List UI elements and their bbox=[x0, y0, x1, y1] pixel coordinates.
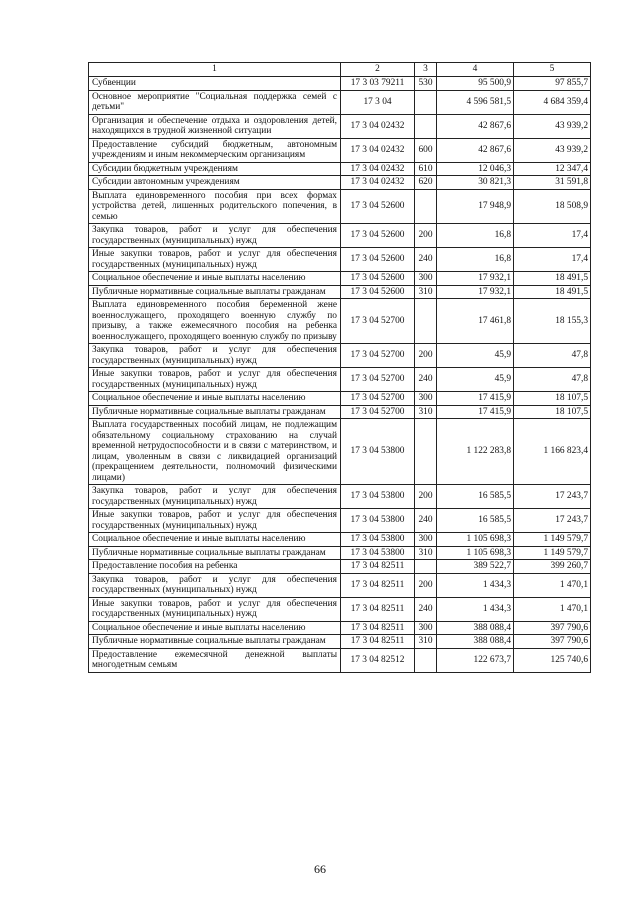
row-name-cell: Закупка товаров, работ и услуг для обеспечения государственных (муниципальных) нужд bbox=[89, 224, 341, 248]
row-value-2023-cell: 1 149 579,7 bbox=[514, 546, 591, 560]
table-row bbox=[89, 368, 591, 392]
row-value-2022-cell: 388 088,4 bbox=[437, 635, 514, 649]
header-row bbox=[89, 63, 591, 77]
row-code-cell: 17 3 04 52700 bbox=[341, 344, 415, 368]
row-code-cell: 17 3 04 52600 bbox=[341, 272, 415, 286]
row-value-2023-cell: 17,4 bbox=[514, 224, 591, 248]
row-value-2022-cell: 1 434,3 bbox=[437, 573, 514, 597]
table-row bbox=[89, 90, 591, 114]
row-code-cell: 17 3 04 52700 bbox=[341, 299, 415, 344]
row-kvr-cell bbox=[415, 419, 437, 485]
row-value-2022-cell: 16 585,5 bbox=[437, 485, 514, 509]
row-value-2022-cell: 16,8 bbox=[437, 224, 514, 248]
table-row bbox=[89, 299, 591, 344]
row-name-cell: Закупка товаров, работ и услуг для обеспечения государственных (муниципальных) нужд bbox=[89, 344, 341, 368]
row-code-cell: 17 3 04 52700 bbox=[341, 368, 415, 392]
table-row bbox=[89, 162, 591, 176]
row-kvr-cell: 310 bbox=[415, 546, 437, 560]
table-row bbox=[89, 560, 591, 574]
table-row bbox=[89, 419, 591, 485]
row-kvr-cell bbox=[415, 299, 437, 344]
row-value-2023-cell: 1 166 823,4 bbox=[514, 419, 591, 485]
row-kvr-cell bbox=[415, 189, 437, 224]
row-code-cell: 17 3 04 53800 bbox=[341, 533, 415, 547]
table-row bbox=[89, 509, 591, 533]
row-name-cell: Организация и обеспечение отдыха и оздоровления детей, находящихся в трудной жизненной ситуации bbox=[89, 114, 341, 138]
row-code-cell: 17 3 04 53800 bbox=[341, 546, 415, 560]
row-name-cell: Предоставление ежемесячной денежной выплаты многодетным семьям bbox=[89, 648, 341, 672]
row-name-cell: Иные закупки товаров, работ и услуг для обеспечения государственных (муниципальных) нужд bbox=[89, 509, 341, 533]
row-value-2023-cell: 397 790,6 bbox=[514, 635, 591, 649]
row-value-2023-cell: 18 107,5 bbox=[514, 392, 591, 406]
row-kvr-cell: 300 bbox=[415, 533, 437, 547]
row-name-cell: Иные закупки товаров, работ и услуг для обеспечения государственных (муниципальных) нужд bbox=[89, 368, 341, 392]
table-row bbox=[89, 621, 591, 635]
row-value-2023-cell: 1 470,1 bbox=[514, 597, 591, 621]
table-row bbox=[89, 546, 591, 560]
row-kvr-cell: 240 bbox=[415, 248, 437, 272]
row-kvr-cell: 620 bbox=[415, 176, 437, 190]
table-row bbox=[89, 176, 591, 190]
row-kvr-cell: 310 bbox=[415, 285, 437, 299]
row-kvr-cell bbox=[415, 114, 437, 138]
table-row bbox=[89, 189, 591, 224]
header-col-4: 4 bbox=[437, 63, 514, 77]
row-value-2023-cell: 17,4 bbox=[514, 248, 591, 272]
row-code-cell: 17 3 04 52700 bbox=[341, 405, 415, 419]
table-row bbox=[89, 405, 591, 419]
row-value-2022-cell: 45,9 bbox=[437, 368, 514, 392]
row-value-2023-cell: 17 243,7 bbox=[514, 485, 591, 509]
row-value-2022-cell: 42 867,6 bbox=[437, 114, 514, 138]
row-name-cell: Субвенции bbox=[89, 77, 341, 91]
row-code-cell: 17 3 04 82511 bbox=[341, 597, 415, 621]
row-code-cell: 17 3 04 82511 bbox=[341, 560, 415, 574]
row-value-2022-cell: 122 673,7 bbox=[437, 648, 514, 672]
row-code-cell: 17 3 04 02432 bbox=[341, 138, 415, 162]
row-value-2022-cell: 1 434,3 bbox=[437, 597, 514, 621]
row-code-cell: 17 3 04 02432 bbox=[341, 162, 415, 176]
row-value-2022-cell: 17 932,1 bbox=[437, 285, 514, 299]
table-row bbox=[89, 344, 591, 368]
row-name-cell: Основное мероприятие "Социальная поддержка семей с детьми" bbox=[89, 90, 341, 114]
row-kvr-cell bbox=[415, 648, 437, 672]
row-value-2023-cell: 43 939,2 bbox=[514, 138, 591, 162]
row-kvr-cell: 310 bbox=[415, 405, 437, 419]
row-name-cell: Публичные нормативные социальные выплаты гражданам bbox=[89, 546, 341, 560]
row-value-2023-cell: 43 939,2 bbox=[514, 114, 591, 138]
row-kvr-cell: 600 bbox=[415, 138, 437, 162]
row-kvr-cell: 530 bbox=[415, 77, 437, 91]
row-code-cell: 17 3 04 52600 bbox=[341, 285, 415, 299]
table-row bbox=[89, 285, 591, 299]
row-kvr-cell bbox=[415, 90, 437, 114]
row-value-2022-cell: 30 821,3 bbox=[437, 176, 514, 190]
row-code-cell: 17 3 04 82511 bbox=[341, 635, 415, 649]
table-row bbox=[89, 272, 591, 286]
row-kvr-cell: 300 bbox=[415, 272, 437, 286]
header-col-3: 3 bbox=[415, 63, 437, 77]
row-name-cell: Субсидии бюджетным учреждениям bbox=[89, 162, 341, 176]
row-code-cell: 17 3 04 53800 bbox=[341, 485, 415, 509]
row-value-2022-cell: 42 867,6 bbox=[437, 138, 514, 162]
row-kvr-cell: 240 bbox=[415, 597, 437, 621]
table-row bbox=[89, 573, 591, 597]
row-kvr-cell: 240 bbox=[415, 368, 437, 392]
row-value-2022-cell: 1 105 698,3 bbox=[437, 546, 514, 560]
row-name-cell: Выплата единовременного пособия беременной жене военнослужащего, проходящего военную службу по призыву, а также ежемесячного пособия на ребенка военнослужащего, проходящего военную службу по призыву bbox=[89, 299, 341, 344]
row-value-2023-cell: 12 347,4 bbox=[514, 162, 591, 176]
row-code-cell: 17 3 04 52700 bbox=[341, 392, 415, 406]
row-name-cell: Закупка товаров, работ и услуг для обеспечения государственных (муниципальных) нужд bbox=[89, 573, 341, 597]
row-code-cell: 17 3 04 53800 bbox=[341, 509, 415, 533]
row-kvr-cell: 200 bbox=[415, 224, 437, 248]
row-value-2022-cell: 17 461,8 bbox=[437, 299, 514, 344]
budget-table bbox=[88, 62, 591, 673]
row-kvr-cell: 200 bbox=[415, 485, 437, 509]
row-name-cell: Публичные нормативные социальные выплаты гражданам bbox=[89, 635, 341, 649]
row-code-cell: 17 3 04 53800 bbox=[341, 419, 415, 485]
row-value-2022-cell: 12 046,3 bbox=[437, 162, 514, 176]
row-value-2023-cell: 18 107,5 bbox=[514, 405, 591, 419]
row-value-2023-cell: 125 740,6 bbox=[514, 648, 591, 672]
row-code-cell: 17 3 04 02432 bbox=[341, 176, 415, 190]
row-name-cell: Социальное обеспечение и иные выплаты населению bbox=[89, 533, 341, 547]
row-code-cell: 17 3 04 02432 bbox=[341, 114, 415, 138]
row-name-cell: Иные закупки товаров, работ и услуг для обеспечения государственных (муниципальных) нужд bbox=[89, 597, 341, 621]
table-body bbox=[89, 63, 591, 673]
row-value-2023-cell: 18 491,5 bbox=[514, 285, 591, 299]
table-row bbox=[89, 224, 591, 248]
table-row bbox=[89, 138, 591, 162]
row-value-2022-cell: 16 585,5 bbox=[437, 509, 514, 533]
row-name-cell: Социальное обеспечение и иные выплаты населению bbox=[89, 272, 341, 286]
row-value-2022-cell: 1 122 283,8 bbox=[437, 419, 514, 485]
row-kvr-cell bbox=[415, 560, 437, 574]
row-code-cell: 17 3 03 79211 bbox=[341, 77, 415, 91]
row-name-cell: Выплата единовременного пособия при всех формах устройства детей, лишенных родительского попечения, в семью bbox=[89, 189, 341, 224]
row-value-2022-cell: 16,8 bbox=[437, 248, 514, 272]
table-row bbox=[89, 248, 591, 272]
row-name-cell: Выплата государственных пособий лицам, не подлежащим обязательному социальному страхованию на случай временной нетрудоспособности и в связи с материнством, и лицам, уволенным в связи с ликвидацией организаций (прекращением деятельности, полномочий физическими лицами) bbox=[89, 419, 341, 485]
row-value-2022-cell: 17 415,9 bbox=[437, 405, 514, 419]
row-value-2022-cell: 45,9 bbox=[437, 344, 514, 368]
row-code-cell: 17 3 04 bbox=[341, 90, 415, 114]
row-value-2023-cell: 1 149 579,7 bbox=[514, 533, 591, 547]
table-row bbox=[89, 392, 591, 406]
row-value-2023-cell: 1 470,1 bbox=[514, 573, 591, 597]
row-value-2023-cell: 397 790,6 bbox=[514, 621, 591, 635]
row-kvr-cell: 200 bbox=[415, 344, 437, 368]
table-row bbox=[89, 533, 591, 547]
table-row bbox=[89, 635, 591, 649]
header-col-1: 1 bbox=[89, 63, 341, 77]
row-value-2023-cell: 18 508,9 bbox=[514, 189, 591, 224]
row-name-cell: Закупка товаров, работ и услуг для обеспечения государственных (муниципальных) нужд bbox=[89, 485, 341, 509]
row-value-2023-cell: 399 260,7 bbox=[514, 560, 591, 574]
row-value-2023-cell: 18 155,3 bbox=[514, 299, 591, 344]
row-name-cell: Социальное обеспечение и иные выплаты населению bbox=[89, 392, 341, 406]
row-value-2023-cell: 18 491,5 bbox=[514, 272, 591, 286]
row-value-2022-cell: 1 105 698,3 bbox=[437, 533, 514, 547]
row-name-cell: Публичные нормативные социальные выплаты гражданам bbox=[89, 405, 341, 419]
row-value-2022-cell: 17 948,9 bbox=[437, 189, 514, 224]
row-value-2022-cell: 17 415,9 bbox=[437, 392, 514, 406]
row-value-2022-cell: 95 500,9 bbox=[437, 77, 514, 91]
row-code-cell: 17 3 04 52600 bbox=[341, 189, 415, 224]
row-kvr-cell: 300 bbox=[415, 621, 437, 635]
row-value-2022-cell: 388 088,4 bbox=[437, 621, 514, 635]
row-value-2023-cell: 47,8 bbox=[514, 368, 591, 392]
row-value-2023-cell: 47,8 bbox=[514, 344, 591, 368]
page-number: 66 bbox=[314, 862, 326, 876]
row-kvr-cell: 310 bbox=[415, 635, 437, 649]
row-value-2022-cell: 389 522,7 bbox=[437, 560, 514, 574]
row-name-cell: Социальное обеспечение и иные выплаты населению bbox=[89, 621, 341, 635]
row-value-2023-cell: 17 243,7 bbox=[514, 509, 591, 533]
table-row bbox=[89, 77, 591, 91]
row-kvr-cell: 300 bbox=[415, 392, 437, 406]
row-name-cell: Публичные нормативные социальные выплаты гражданам bbox=[89, 285, 341, 299]
table-row bbox=[89, 485, 591, 509]
row-value-2023-cell: 97 855,7 bbox=[514, 77, 591, 91]
row-name-cell: Иные закупки товаров, работ и услуг для обеспечения государственных (муниципальных) нужд bbox=[89, 248, 341, 272]
row-kvr-cell: 240 bbox=[415, 509, 437, 533]
row-name-cell: Предоставление субсидий бюджетным, автономным учреждениям и иным некоммерческим организациям bbox=[89, 138, 341, 162]
row-name-cell: Субсидии автономным учреждениям bbox=[89, 176, 341, 190]
header-col-5: 5 bbox=[514, 63, 591, 77]
row-kvr-cell: 200 bbox=[415, 573, 437, 597]
row-code-cell: 17 3 04 52600 bbox=[341, 224, 415, 248]
row-value-2022-cell: 17 932,1 bbox=[437, 272, 514, 286]
row-value-2023-cell: 4 684 359,4 bbox=[514, 90, 591, 114]
row-name-cell: Предоставление пособия на ребенка bbox=[89, 560, 341, 574]
row-code-cell: 17 3 04 82511 bbox=[341, 573, 415, 597]
row-code-cell: 17 3 04 82511 bbox=[341, 621, 415, 635]
row-value-2022-cell: 4 596 581,5 bbox=[437, 90, 514, 114]
table-row bbox=[89, 114, 591, 138]
row-value-2023-cell: 31 591,8 bbox=[514, 176, 591, 190]
table-row bbox=[89, 648, 591, 672]
table-row bbox=[89, 597, 591, 621]
row-code-cell: 17 3 04 82512 bbox=[341, 648, 415, 672]
header-col-2: 2 bbox=[341, 63, 415, 77]
row-kvr-cell: 610 bbox=[415, 162, 437, 176]
row-code-cell: 17 3 04 52600 bbox=[341, 248, 415, 272]
